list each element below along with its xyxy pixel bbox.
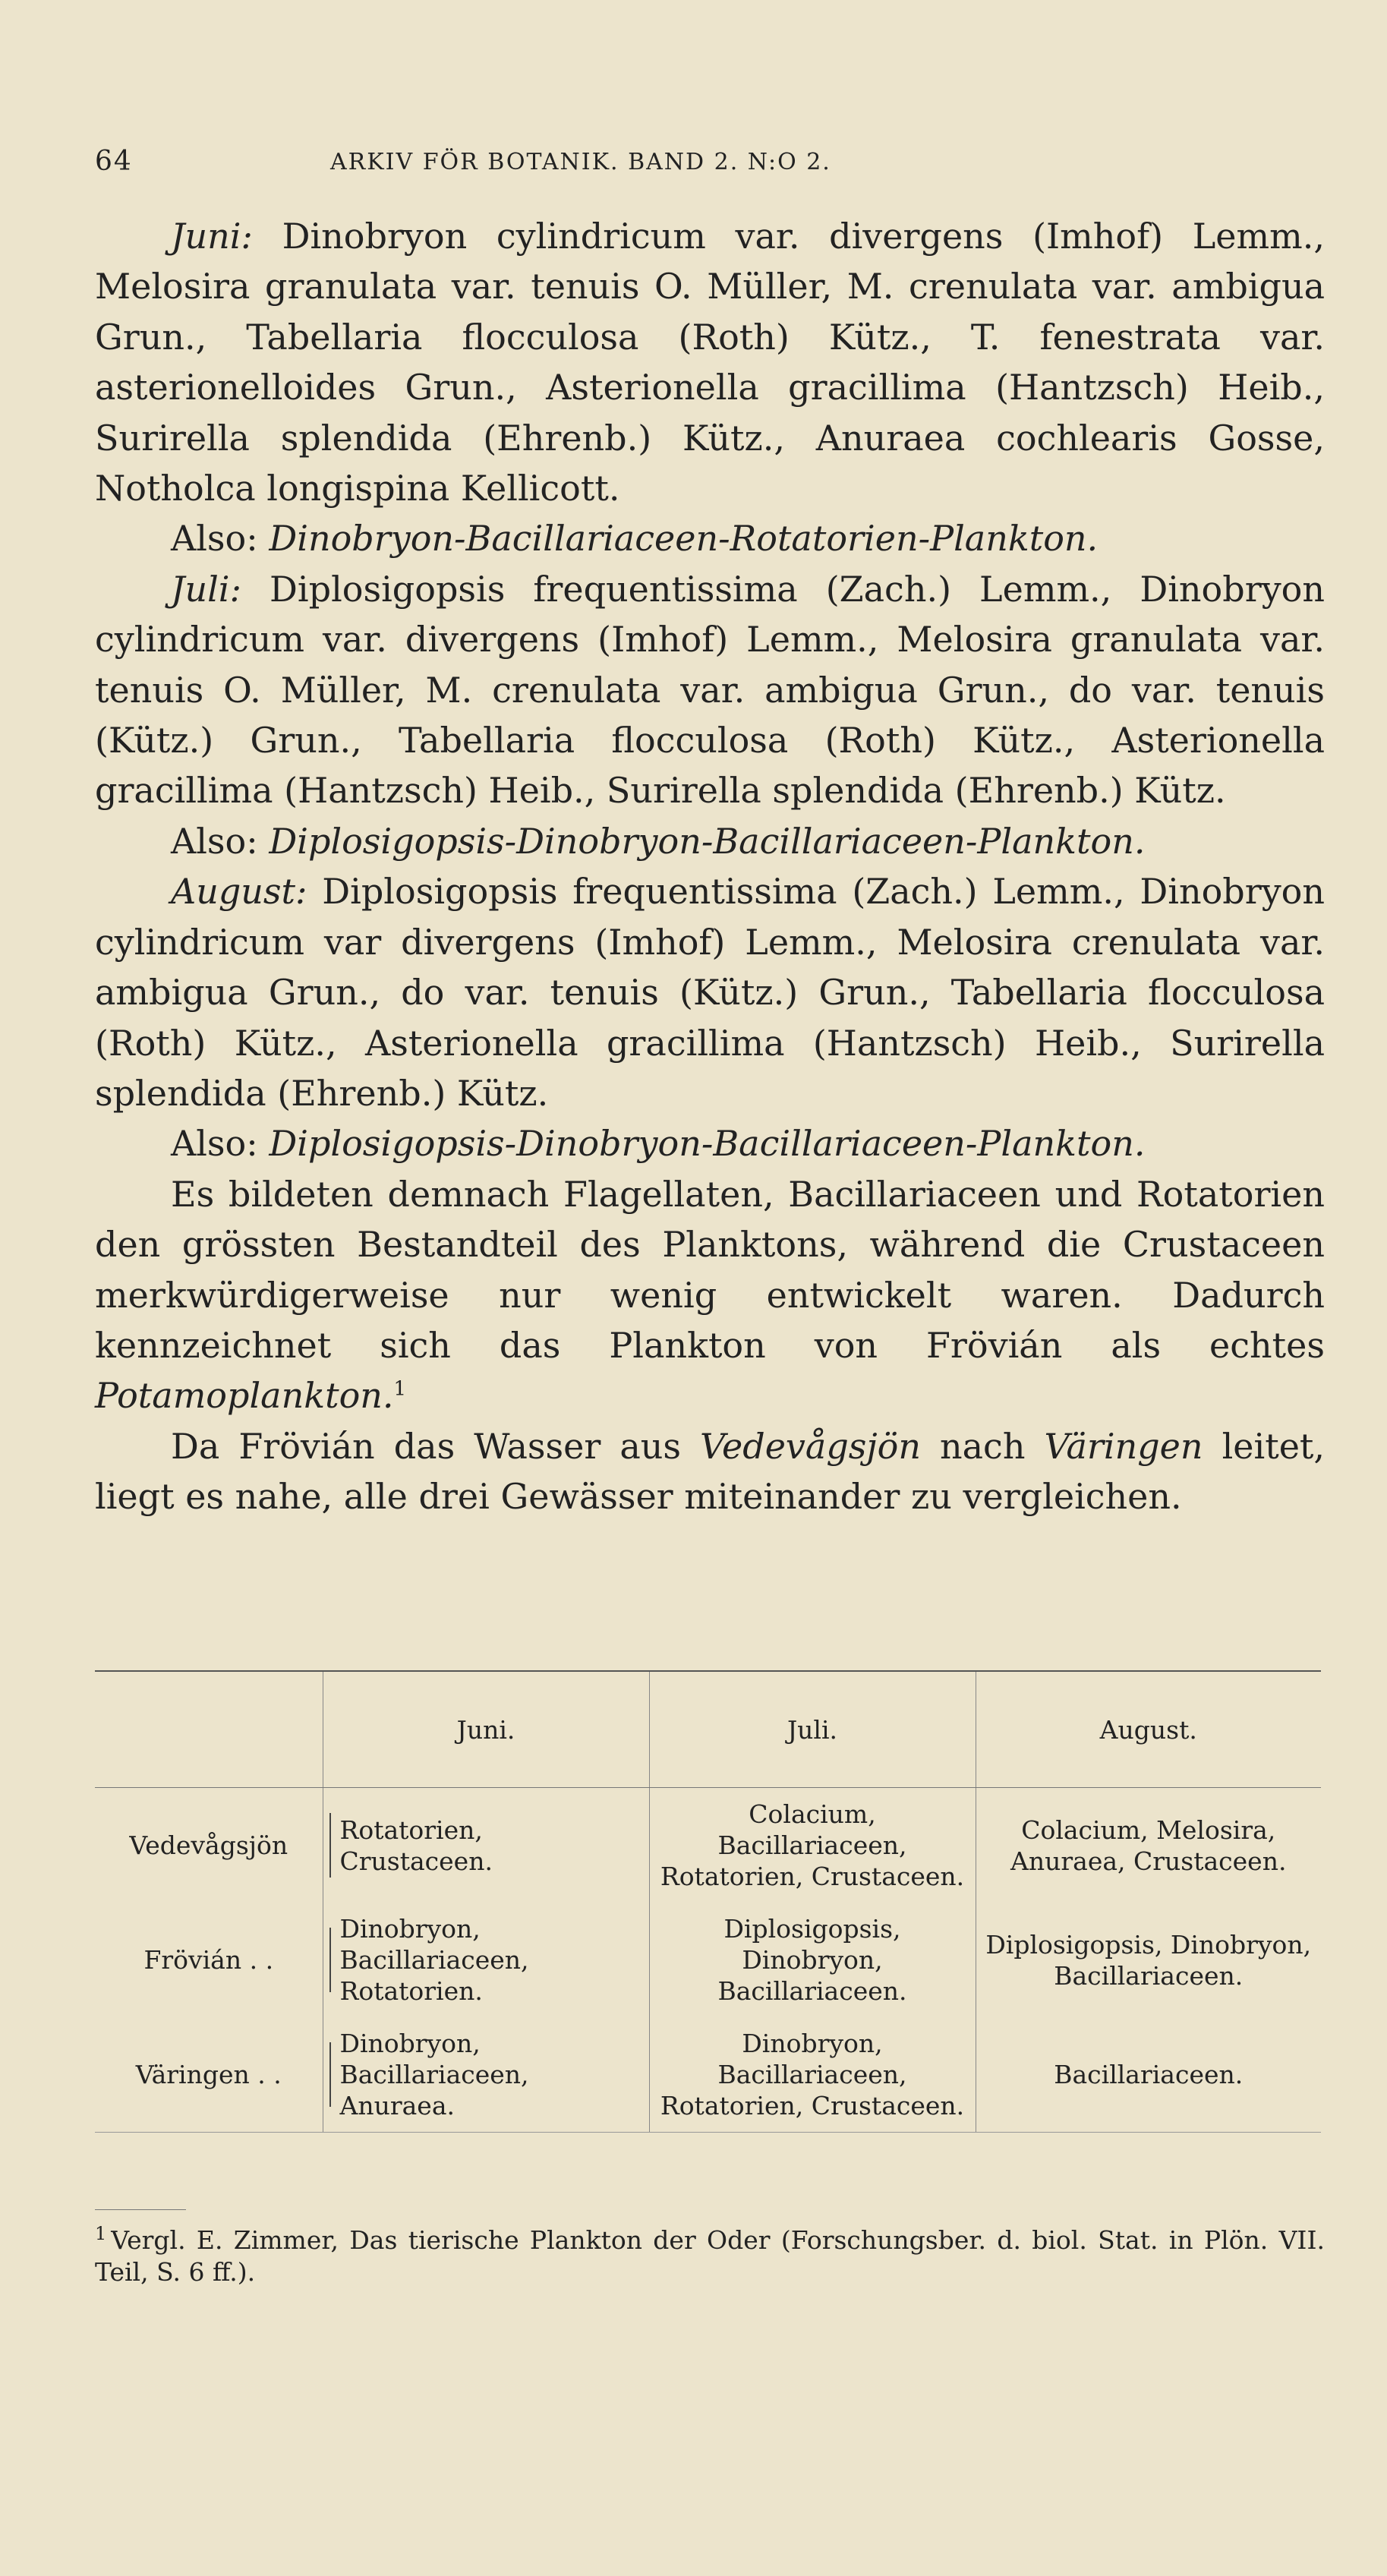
also-label: Also:: [171, 820, 258, 862]
month-label-august: August:: [171, 871, 307, 913]
header-cell-august: August.: [976, 1671, 1321, 1788]
table-cell: Diplosigopsis, Dinobryon, Bacillariaceen.: [649, 1903, 976, 2017]
plankton-type-august: Diplosigopsis-Dinobryon-Bacillariaceen-Plankton.: [269, 1123, 1146, 1165]
plankton-type-juni: Dinobryon-Bacillariaceen-Rotatorien-Plankton.: [269, 518, 1099, 560]
table-cell: Rotatorien, Crustaceen.: [323, 1788, 649, 1903]
table-header-row: [95, 1671, 1321, 1788]
header-cell-empty: [95, 1671, 323, 1788]
table-row: [95, 1788, 1321, 1903]
footnote-reference: 1: [393, 1378, 407, 1402]
also-label: Also:: [171, 1123, 258, 1165]
table-cell: Bacillariaceen.: [976, 2017, 1321, 2133]
comparison-text-1: Da Frövián das Wasser aus: [171, 1425, 681, 1467]
table: [95, 1670, 1321, 2133]
header-cell-juni: Juni.: [323, 1671, 649, 1788]
footnote-divider: [95, 2209, 186, 2210]
paragraph-comparison: [95, 1421, 1325, 1522]
footnote-mark: 1: [95, 2223, 107, 2244]
lake-name-varingen: Väringen: [1044, 1425, 1203, 1467]
table-cell: Dinobryon, Bacillariaceen, Rotatorien, Crustaceen.: [649, 2017, 976, 2133]
month-label-juli: Juli:: [171, 568, 241, 610]
also-label: Also:: [171, 518, 258, 560]
species-list-juni: Dinobryon cylindricum var. divergens (Imhof) Lemm., Melosira granulata var. tenuis O. Müller, M. crenulata var. ambigua Grun., Tabellaria flocculosa (Roth) Kütz., T. fenestrata var. asterionelloides Grun., Asterionella gracillima (Hantzsch) Heib., Surirella splendida (Ehrenb.) Kütz., Anuraea cochlearis Gosse, Notholca longispina Kellicott.: [95, 216, 1326, 509]
paragraph-august: [95, 866, 1325, 1118]
species-list-august: Diplosigopsis frequentissima (Zach.) Lemm., Dinobryon cylindricum var divergens (Imhof) Lemm., Melosira crenulata var. ambigua Grun., do var. tenuis (Kütz.) Grun., Tabellaria flocculosa (Roth) Kütz., Asterionella gracillima (Hantzsch) Heib., Surirella splendida (Ehrenb.) Kütz.: [95, 871, 1326, 1114]
table-cell: Colacium, Bacillariaceen, Rotatorien, Crustaceen.: [649, 1788, 976, 1903]
lake-name-vedevagsjon: Vedevågsjön: [700, 1425, 921, 1467]
plankton-type-juli: Diplosigopsis-Dinobryon-Bacillariaceen-Plankton.: [269, 820, 1146, 862]
footnote: [95, 2224, 1325, 2288]
table-row: [95, 1903, 1321, 2017]
running-title: ARKIV FÖR BOTANIK. BAND 2. N:O 2.: [330, 149, 831, 175]
conclusion-august: [95, 1118, 1325, 1168]
comparison-table: [95, 1670, 1321, 2202]
row-label: Frövián . .: [143, 1945, 274, 1975]
table-cell: Colacium, Melosira, Anuraea, Crustaceen.: [976, 1788, 1321, 1903]
page-number: 64: [95, 146, 133, 177]
comparison-text-3: leitet, liegt es nahe, alle drei Gewässer miteinander zu vergleichen.: [95, 1425, 1326, 1518]
row-label: Väringen . .: [95, 2017, 323, 2133]
header-cell-juli: Juli.: [649, 1671, 976, 1788]
paragraph-summary: [95, 1169, 1325, 1421]
summary-text: Es bildeten demnach Flagellaten, Bacillariaceen und Rotatorien den grössten Bestandteil des Planktons, während die Crustaceen merkwürdigerweise nur wenig entwickelt waren. Dadurch kennzeichnet sich das Plankton von Frövián als echtes: [95, 1173, 1325, 1366]
table-cell: Dinobryon, Bacillariaceen, Anuraea.: [323, 2017, 649, 2133]
conclusion-juli: [95, 816, 1325, 866]
table-cell: Dinobryon, Bacillariaceen, Rotatorien.: [323, 1903, 649, 2017]
month-label-juni: Juni:: [171, 216, 253, 257]
table-row: [95, 2017, 1321, 2133]
page-header: [95, 146, 1325, 185]
paragraph-juni: [95, 211, 1325, 513]
conclusion-juni: [95, 513, 1325, 563]
row-label: Vedevågsjön: [129, 1830, 288, 1860]
body-text: [95, 211, 1325, 1522]
footnote-text: Vergl. E. Zimmer, Das tierische Plankton der Oder (Forschungsber. d. biol. Stat. in Plön. VII. Teil, S. 6 ff.).: [95, 2225, 1325, 2287]
table-cell: Diplosigopsis, Dinobryon, Bacillariaceen.: [976, 1903, 1321, 2017]
species-list-juli: Diplosigopsis frequentissima (Zach.) Lemm., Dinobryon cylindricum var. divergens (Imhof) Lemm., Melosira granulata var. tenuis O. Müller, M. crenulata var. ambigua Grun., do var. tenuis (Kütz.) Grun., Tabellaria flocculosa (Roth) Kütz., Asterionella gracillima (Hantzsch) Heib., Surirella splendida (Ehrenb.) Kütz.: [95, 568, 1325, 812]
paragraph-juli: [95, 564, 1325, 816]
comparison-text-2: nach: [940, 1425, 1026, 1467]
potamoplankton-term: Potamoplankton.: [95, 1375, 394, 1417]
